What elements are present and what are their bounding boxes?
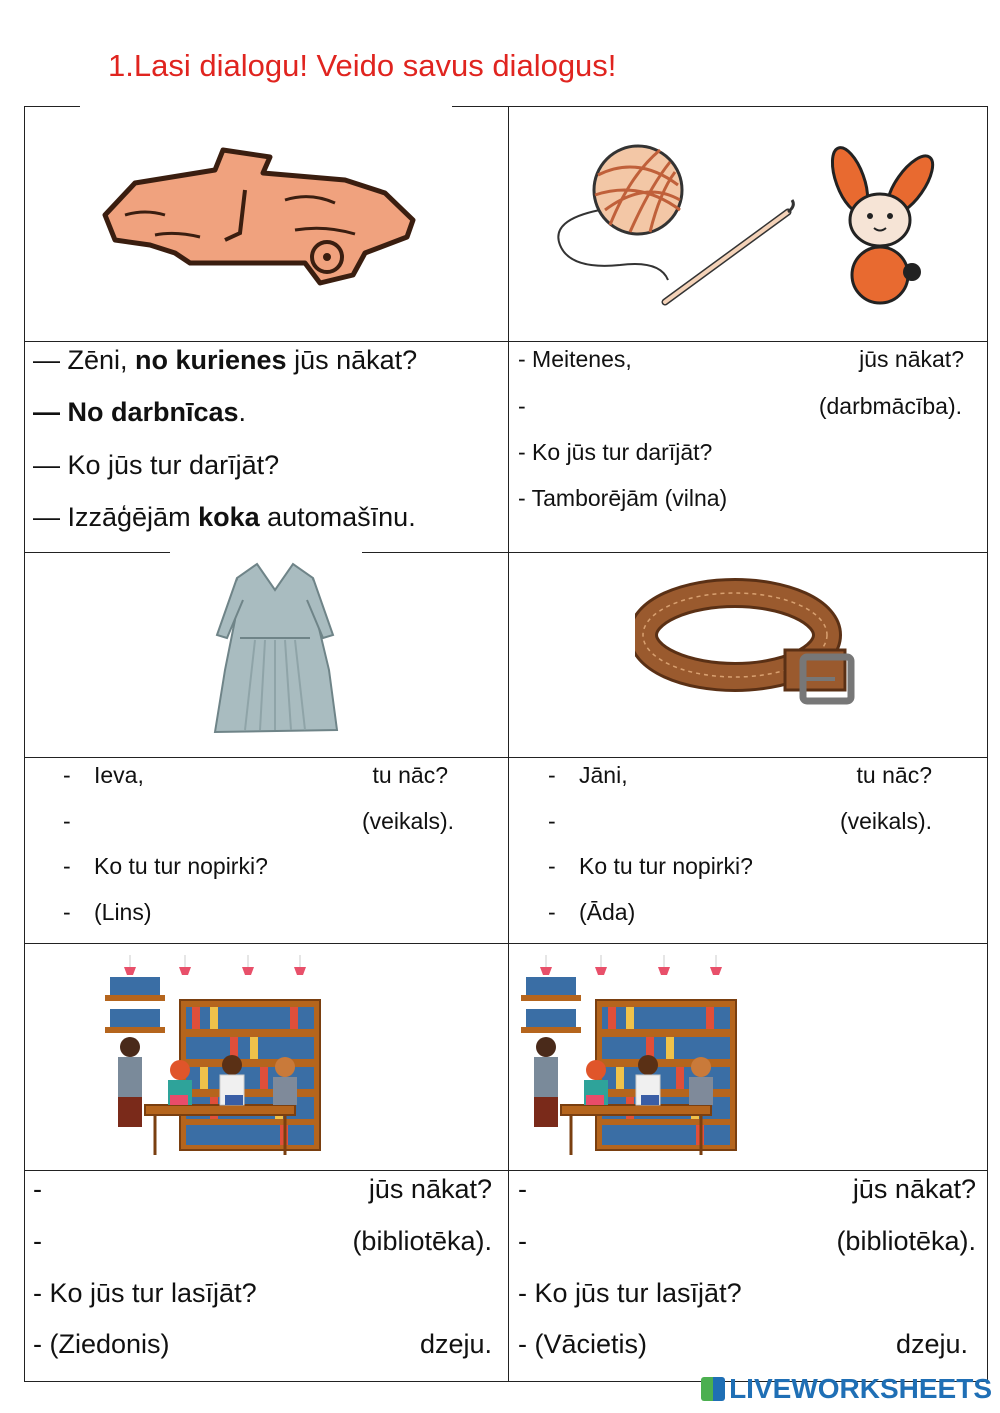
dialog-line: - (518, 1226, 527, 1256)
belt-image (635, 575, 860, 715)
dialog-line: Ko tu tur nopirki? (94, 853, 268, 879)
worksheet-title: 1.Lasi dialogu! Veido savus dialogus! (108, 48, 617, 83)
bunny-toy-icon (825, 143, 941, 303)
dialog-line: tu nāc? (372, 762, 448, 788)
dialog-line: - (33, 1226, 42, 1256)
dialog-line: dzeju. (895, 1329, 968, 1359)
dialog-line: - (548, 808, 556, 834)
dialog-line: - Ko jūs tur lasījāt? (33, 1278, 257, 1308)
dialog-line: - (Vācietis) (518, 1329, 648, 1359)
liveworksheets-logo: LIVEWORKSHEETS (701, 1373, 992, 1405)
dialog-line: - (63, 899, 71, 925)
yarn-ball-icon (558, 146, 682, 280)
dialog-line: — Izzāģējām koka automašīnu. (33, 502, 416, 532)
dialog-line: — Zēni, no kurienes jūs nākat? (33, 345, 418, 375)
dialog-line: - (63, 762, 71, 788)
dialog-line: (darbmācība). (818, 393, 962, 419)
dialog-line: Ko tu tur nopirki? (579, 853, 753, 879)
dialog-line: — Ko jūs tur darījāt? (33, 450, 280, 480)
dialog-line: - Tamborējām (vilna) (518, 485, 728, 511)
dialog-line: - (548, 853, 556, 879)
grid-row-line (24, 757, 988, 758)
border-gap (170, 550, 362, 554)
dialog-line: - (548, 762, 556, 788)
grid-divider (508, 106, 509, 1382)
dialog-line: (Āda) (579, 899, 636, 925)
dialog-line: - (548, 899, 556, 925)
dialog-line: jūs nākat? (859, 346, 964, 372)
dialog-line: (veikals). (839, 808, 932, 834)
grid-row-line (24, 943, 988, 944)
dialog-line: - (33, 1174, 42, 1204)
dialog-line: (Lins) (94, 899, 152, 925)
yarn-hook-bunny-image (550, 140, 950, 310)
logo-icon (701, 1377, 725, 1401)
dialog-line: - Ko jūs tur darījāt? (518, 439, 713, 465)
dialog-line: (veikals). (361, 808, 454, 834)
dialog-line: Ieva, (94, 762, 144, 788)
dress-image (205, 560, 345, 740)
dialog-line: jūs nākat? (852, 1174, 976, 1204)
library-image (100, 955, 330, 1165)
dialog-line: - Meitenes, (518, 346, 632, 372)
dialog-line: - (518, 393, 526, 419)
library-image (516, 955, 746, 1165)
dialog-line: jūs nākat? (368, 1174, 492, 1204)
grid-row-line (24, 1170, 988, 1171)
dialog-line: dzeju. (419, 1329, 492, 1359)
dialog-line: — No darbnīcas. (33, 397, 247, 427)
grid-row-line (24, 552, 988, 553)
dialog-line: Jāni, (579, 762, 628, 788)
dialog-line: (bibliotēka). (352, 1226, 492, 1256)
dialog-line: - Ko jūs tur lasījāt? (518, 1278, 742, 1308)
crochet-hook-icon (665, 200, 793, 302)
dialog-line: - (Ziedonis) (33, 1329, 170, 1359)
dialog-line: tu nāc? (856, 762, 932, 788)
wooden-car-image (95, 145, 420, 290)
dialog-line: - (63, 808, 71, 834)
dialog-line: - (518, 1174, 527, 1204)
grid-row-line (24, 341, 988, 342)
dialog-line: - (63, 853, 71, 879)
border-gap (80, 104, 452, 108)
dialog-line: (bibliotēka). (836, 1226, 976, 1256)
